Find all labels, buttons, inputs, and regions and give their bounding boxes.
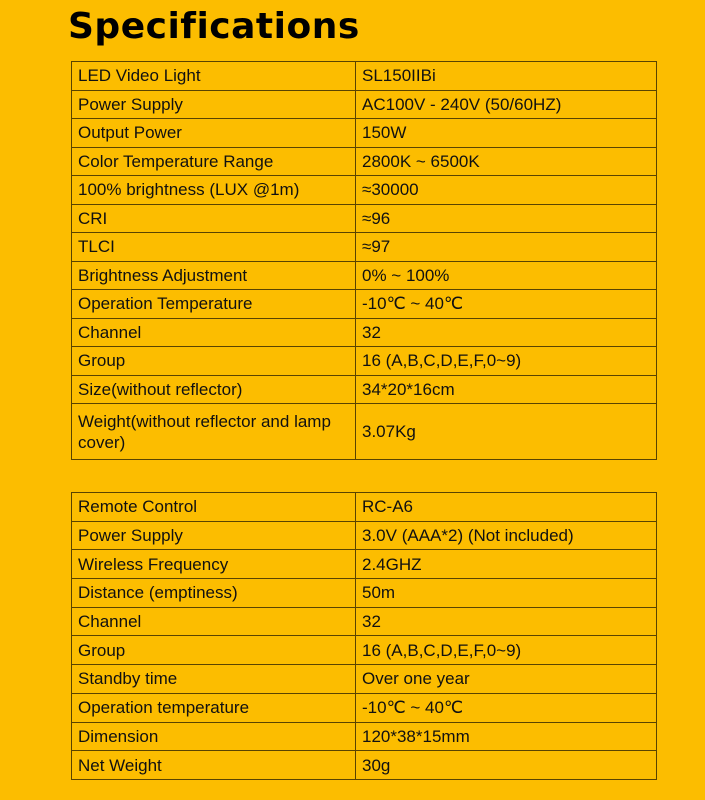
spec-label: Standby time (72, 665, 356, 694)
spec-label: Distance (emptiness) (72, 579, 356, 608)
spec-label: Weight(without reflector and lamp cover) (72, 404, 356, 460)
spec-label: Output Power (72, 119, 356, 148)
spec-value: -10℃ ~ 40℃ (356, 693, 657, 722)
spec-value: AC100V - 240V (50/60HZ) (356, 90, 657, 119)
table-row (72, 119, 657, 148)
spec-value: 2.4GHZ (356, 550, 657, 579)
spec-label: Size(without reflector) (72, 375, 356, 404)
spec-value: 32 (356, 607, 657, 636)
table-row (72, 636, 657, 665)
table-row (72, 579, 657, 608)
remote-spec-table (71, 492, 657, 780)
table-row (72, 493, 657, 522)
spec-value: 30g (356, 751, 657, 780)
spec-value: 16 (A,B,C,D,E,F,0~9) (356, 636, 657, 665)
spec-value: Over one year (356, 665, 657, 694)
spec-value: 2800K ~ 6500K (356, 147, 657, 176)
spec-label: 100% brightness (LUX @1m) (72, 176, 356, 205)
table-row (72, 751, 657, 780)
table-row (72, 521, 657, 550)
table-row (72, 90, 657, 119)
spec-value: 3.0V (AAA*2) (Not included) (356, 521, 657, 550)
spec-label: Dimension (72, 722, 356, 751)
spec-value: 32 (356, 318, 657, 347)
spec-value: 120*38*15mm (356, 722, 657, 751)
spec-value: -10℃ ~ 40℃ (356, 290, 657, 319)
spec-label: Channel (72, 607, 356, 636)
table-row (72, 404, 657, 460)
spec-value: ≈97 (356, 233, 657, 262)
spec-value: 34*20*16cm (356, 375, 657, 404)
table-row (72, 375, 657, 404)
spec-value: 3.07Kg (356, 404, 657, 460)
spec-label: Operation temperature (72, 693, 356, 722)
spec-label: LED Video Light (72, 62, 356, 91)
table-row (72, 318, 657, 347)
spec-label: Power Supply (72, 90, 356, 119)
table-row (72, 550, 657, 579)
spec-label: Net Weight (72, 751, 356, 780)
table-row (72, 233, 657, 262)
spec-label: Operation Temperature (72, 290, 356, 319)
spec-value: 0% ~ 100% (356, 261, 657, 290)
spec-label: Brightness Adjustment (72, 261, 356, 290)
table-row (72, 665, 657, 694)
spec-label: Wireless Frequency (72, 550, 356, 579)
spec-value: 16 (A,B,C,D,E,F,0~9) (356, 347, 657, 376)
spec-label: Remote Control (72, 493, 356, 522)
spec-value: 150W (356, 119, 657, 148)
spec-value: 50m (356, 579, 657, 608)
table-row (72, 722, 657, 751)
table-row (72, 147, 657, 176)
spec-value: ≈96 (356, 204, 657, 233)
table-row (72, 693, 657, 722)
table-row (72, 261, 657, 290)
spec-value: RC-A6 (356, 493, 657, 522)
spec-value: ≈30000 (356, 176, 657, 205)
light-spec-table (71, 61, 657, 460)
spec-label: Group (72, 347, 356, 376)
spec-label: TLCI (72, 233, 356, 262)
table-row (72, 607, 657, 636)
spec-label: Channel (72, 318, 356, 347)
spec-label: Power Supply (72, 521, 356, 550)
spec-label: Color Temperature Range (72, 147, 356, 176)
spec-label: Group (72, 636, 356, 665)
table-row (72, 290, 657, 319)
table-row (72, 176, 657, 205)
spec-label: CRI (72, 204, 356, 233)
page-title: Specifications (68, 6, 360, 47)
table-row (72, 204, 657, 233)
table-row (72, 347, 657, 376)
spec-value: SL150IIBi (356, 62, 657, 91)
table-row (72, 62, 657, 91)
